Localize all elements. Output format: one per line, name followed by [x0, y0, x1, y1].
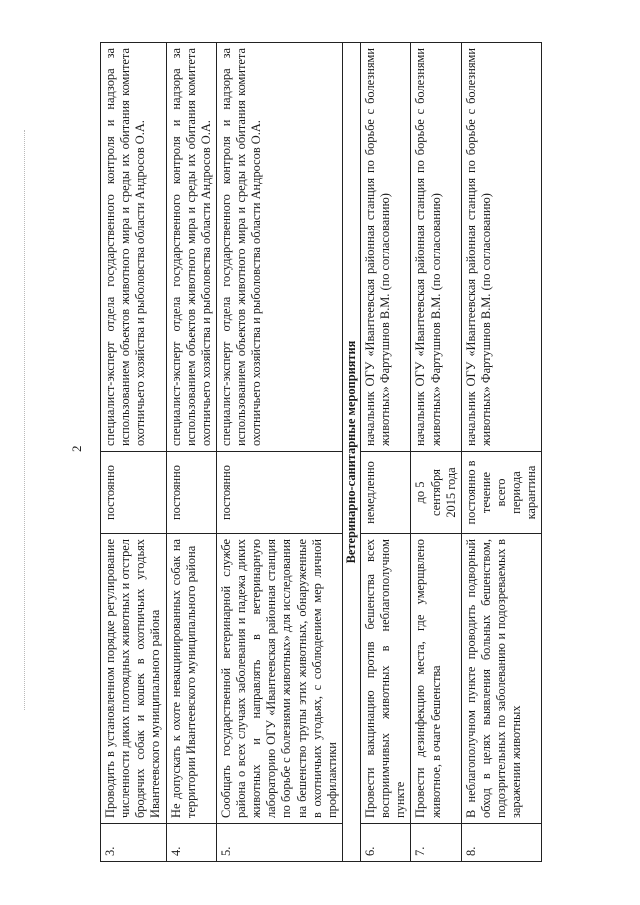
- section-title: Ветеринарно-санитарные мероприятия: [342, 43, 360, 862]
- table-row: [461, 43, 542, 862]
- responsible-cell: начальник ОГУ «Ивантеевская районная станция по борьбе с болезнями животных» Фартушнов В.М. (по согласованию): [411, 43, 461, 452]
- action-cell: Проводить в установленном порядке регулирование численности диких плотоядных животных и отстрел бродячих собак и кошек в охотничьих угодьях Ивантеевского муниципального района: [101, 534, 167, 824]
- row-number: 3.: [101, 824, 167, 862]
- term-cell: постоянно: [216, 452, 342, 534]
- row-number: 6.: [361, 824, 411, 862]
- measures-table: [100, 42, 542, 862]
- table-row: [216, 43, 342, 862]
- table-row: [166, 43, 216, 862]
- row-number: 4.: [166, 824, 216, 862]
- action-cell: В неблагополучном пункте проводить подворный обход в целях выявления больных бешенством, подозрительных по заболеванию и подозреваемых в заражении животных: [461, 534, 542, 824]
- page-number: 2: [69, 445, 84, 452]
- term-cell: постоянно: [166, 452, 216, 534]
- responsible-cell: специалист-эксперт отдела государственного контроля и надзора за использованием объектов животного мира и среды их обитания комитета охотничьего хозяйства и рыболовства области Андросов О.А.: [216, 43, 342, 452]
- term-cell: постоянно в течение всего периода карантина: [461, 452, 542, 534]
- responsible-cell: специалист-эксперт отдела государственного контроля и надзора за использованием объектов животного мира и среды их обитания комитета охотничьего хозяйства и рыболовства области Андросов О.А.: [166, 43, 216, 452]
- rotated-table-container: [100, 42, 539, 862]
- action-cell: Провести дезинфекцию места, где умерщвлено животное, в очаге бешенства: [411, 534, 461, 824]
- section-header-row: [342, 43, 360, 862]
- action-cell: Не допускать к охоте невакцинированных собак на территории Ивантеевского муниципального района: [166, 534, 216, 824]
- row-number: 7.: [411, 824, 461, 862]
- responsible-cell: начальник ОГУ «Ивантеевская районная станция по борьбе с болезнями животных» Фартушнов В.М. (по согласованию): [361, 43, 411, 452]
- margin-guide: [24, 130, 25, 710]
- row-number: 8.: [461, 824, 542, 862]
- responsible-cell: начальник ОГУ «Ивантеевская районная станция по борьбе с болезнями животных» Фартушнов В.М. (по согласованию): [461, 43, 542, 452]
- row-number: 5.: [216, 824, 342, 862]
- responsible-cell: специалист-эксперт отдела государственного контроля и надзора за использованием объектов животного мира и среды их обитания комитета охотничьего хозяйства и рыболовства области Андросов О.А.: [101, 43, 167, 452]
- table-row: [411, 43, 461, 862]
- term-cell: до 5 сентября 2015 года: [411, 452, 461, 534]
- term-cell: постоянно: [101, 452, 167, 534]
- action-cell: Сообщать государственной ветеринарной службе района о всех случаях заболевания и падежа диких животных и направлять в ветеринарную лабораторию ОГУ «Ивантеевская районная станция по борьбе с болезнями животных» для исследования на бешенство трупы этих животных, обнаруженные в охотничьих угодьях, с соблюдением мер личной профилактики: [216, 534, 342, 824]
- table-row: [361, 43, 411, 862]
- action-cell: Провести вакцинацию против бешенства всех восприимчивых животных в неблагополучном пункте: [361, 534, 411, 824]
- term-cell: немедленно: [361, 452, 411, 534]
- table-row: [101, 43, 167, 862]
